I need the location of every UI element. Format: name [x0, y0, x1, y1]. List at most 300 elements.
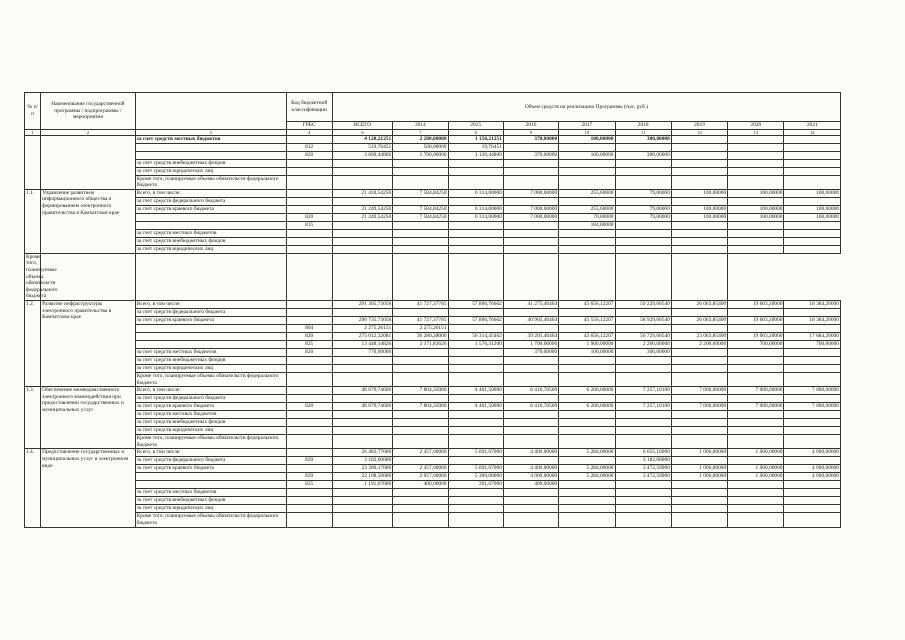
table-row	[25, 159, 841, 167]
column-number: 11	[615, 129, 671, 135]
amount-cell	[671, 229, 727, 237]
funding-source	[135, 143, 286, 151]
table-row	[25, 221, 841, 229]
funding-source: Кроме того, планируемые объемы обязательств федерального бюджета	[135, 372, 286, 386]
grbs-code	[41, 253, 136, 300]
grbs-code: 825	[286, 340, 332, 348]
amount-cell: 45 556,12207	[559, 316, 615, 324]
grbs-code	[286, 308, 332, 316]
amount-cell	[728, 237, 784, 245]
amount-cell	[615, 253, 671, 300]
amount-cell	[728, 411, 784, 419]
amount-cell: 6 314,00000	[448, 189, 503, 197]
funding-source: за счет средств федерального бюджета	[135, 457, 286, 465]
amount-cell	[728, 175, 784, 189]
amount-cell	[332, 427, 392, 435]
amount-cell: 21 249,54250	[332, 205, 392, 213]
amount-cell	[728, 143, 784, 151]
funding-source: за счет средств внебюджетных фондов	[135, 159, 286, 167]
amount-cell	[728, 505, 784, 513]
amount-cell	[671, 151, 727, 159]
column-number: 10	[559, 129, 615, 135]
table-row	[25, 189, 841, 197]
amount-cell	[728, 457, 784, 465]
amount-cell: 300,00000	[615, 348, 671, 356]
amount-cell	[728, 427, 784, 435]
amount-cell	[784, 481, 841, 489]
funding-source	[135, 473, 286, 481]
amount-cell: 40 905,40464	[503, 316, 558, 324]
amount-cell: 4 401,50000	[448, 403, 503, 411]
amount-cell	[728, 324, 784, 332]
amount-cell: 13 448,14826	[332, 340, 392, 348]
amount-cell: 500,00000	[393, 143, 448, 151]
amount-cell	[448, 167, 503, 175]
amount-cell	[503, 308, 558, 316]
amount-cell	[559, 419, 615, 427]
header-year: ВСЕГО	[332, 122, 392, 130]
amount-cell	[503, 237, 558, 245]
amount-cell: 3 182,60000	[332, 457, 392, 465]
amount-cell	[615, 372, 671, 386]
amount-cell: 2 057,00000	[393, 473, 448, 481]
funding-source	[135, 481, 286, 489]
amount-cell: 18 384,20000	[784, 300, 841, 308]
amount-cell	[332, 159, 392, 167]
amount-cell: 45 656,12207	[559, 300, 615, 308]
amount-cell: 26 482,77000	[332, 449, 392, 457]
amount-cell	[332, 253, 392, 300]
amount-cell	[671, 356, 727, 364]
amount-cell: 100,00000	[559, 135, 615, 143]
amount-cell	[671, 513, 727, 527]
amount-cell	[559, 395, 615, 403]
amount-cell: 700,00000	[784, 340, 841, 348]
grbs-code	[286, 356, 332, 364]
amount-cell	[393, 497, 448, 505]
amount-cell: 1 130,44800	[448, 151, 503, 159]
amount-cell	[448, 348, 503, 356]
amount-cell	[671, 253, 727, 300]
amount-cell	[448, 505, 503, 513]
amount-cell	[784, 221, 841, 229]
amount-cell	[615, 237, 671, 245]
amount-cell: 2 280,00000	[393, 135, 448, 143]
header-year: 2015	[448, 122, 503, 130]
amount-cell: 1 000,00000	[671, 449, 727, 457]
amount-cell	[448, 513, 503, 527]
amount-cell	[393, 175, 448, 189]
amount-cell	[784, 395, 841, 403]
amount-cell	[728, 221, 784, 229]
amount-cell	[784, 175, 841, 189]
amount-cell	[615, 308, 671, 316]
table-row	[25, 457, 841, 465]
grbs-code	[286, 419, 332, 427]
amount-cell: 58 929,00540	[615, 316, 671, 324]
grbs-code	[286, 449, 332, 457]
amount-cell: 290 735,73058	[332, 316, 392, 324]
grbs-code	[286, 387, 332, 395]
grbs-code: 820	[286, 213, 332, 221]
amount-cell	[448, 457, 503, 465]
table-row	[25, 300, 841, 308]
amount-cell	[784, 167, 841, 175]
funding-source: за счет средств федерального бюджета	[135, 197, 286, 205]
amount-cell: 7 584,84250	[393, 189, 448, 197]
budget-table	[24, 92, 841, 528]
grbs-code: 820	[286, 403, 332, 411]
amount-cell	[615, 395, 671, 403]
table-row	[25, 340, 841, 348]
amount-cell	[393, 372, 448, 386]
funding-source: за счет средств местных бюджетов	[135, 229, 286, 237]
amount-cell	[559, 237, 615, 245]
header-year: 2017	[559, 122, 615, 130]
amount-cell: 1 000,00000	[728, 449, 784, 457]
amount-cell	[448, 411, 503, 419]
amount-cell: 19 603,20000	[728, 316, 784, 324]
funding-source: за счет средств внебюджетных фондов	[135, 356, 286, 364]
grbs-code	[286, 175, 332, 189]
header-source	[135, 93, 286, 130]
grbs-code: 825	[286, 481, 332, 489]
amount-cell	[448, 427, 503, 435]
amount-cell	[671, 364, 727, 372]
amount-cell	[393, 229, 448, 237]
grbs-code	[286, 300, 332, 308]
amount-cell	[448, 229, 503, 237]
amount-cell	[671, 489, 727, 497]
amount-cell	[448, 175, 503, 189]
column-number: 1	[25, 129, 41, 135]
amount-cell	[784, 419, 841, 427]
amount-cell: 22 108,50000	[332, 473, 392, 481]
header-year: 2018	[615, 122, 671, 130]
amount-cell: 4 000,00000	[784, 449, 841, 457]
grbs-code	[286, 427, 332, 435]
amount-cell	[448, 419, 503, 427]
amount-cell	[393, 308, 448, 316]
funding-source	[135, 151, 286, 159]
amount-cell: 57 890,76662	[448, 316, 503, 324]
funding-source: Кроме того, планируемые объемы обязательств федерального бюджета	[135, 435, 286, 449]
amount-cell: 56 314,45462	[448, 332, 503, 340]
amount-cell	[332, 497, 392, 505]
header-code: Код бюджетной классификации	[286, 93, 332, 122]
amount-cell	[784, 151, 841, 159]
amount-cell	[332, 513, 392, 527]
amount-cell	[448, 253, 503, 300]
grbs-code	[286, 205, 332, 213]
amount-cell	[559, 513, 615, 527]
amount-cell: 46 079,74600	[332, 403, 392, 411]
header-volume: Объем средств на реализацию Программы (тыс. руб.)	[332, 93, 840, 122]
table-row	[25, 308, 841, 316]
amount-cell	[784, 372, 841, 386]
amount-cell	[559, 497, 615, 505]
amount-cell: 43 656,12207	[559, 332, 615, 340]
amount-cell	[784, 457, 841, 465]
amount-cell	[393, 356, 448, 364]
amount-cell	[503, 513, 558, 527]
amount-cell: 1 900,00000	[559, 340, 615, 348]
amount-cell	[671, 505, 727, 513]
amount-cell	[671, 348, 727, 356]
table-row	[25, 372, 841, 386]
funding-source: за счет средств юридических лиц	[135, 427, 286, 435]
table-row	[25, 489, 841, 497]
table-row	[25, 356, 841, 364]
amount-cell	[559, 364, 615, 372]
amount-cell	[448, 197, 503, 205]
amount-cell	[615, 497, 671, 505]
amount-cell	[615, 489, 671, 497]
amount-cell: 26 063,85400	[671, 316, 727, 324]
amount-cell	[728, 419, 784, 427]
table-row	[25, 324, 841, 332]
amount-cell: 79,00000	[615, 205, 671, 213]
amount-cell	[615, 221, 671, 229]
amount-cell	[784, 229, 841, 237]
amount-cell: 1 191,67000	[332, 481, 392, 489]
amount-cell	[728, 308, 784, 316]
funding-source	[135, 324, 286, 332]
amount-cell: 6 314,00000	[448, 213, 503, 221]
amount-cell: 26 063,85400	[671, 300, 727, 308]
amount-cell	[332, 221, 392, 229]
amount-cell	[503, 505, 558, 513]
funding-source	[135, 221, 286, 229]
amount-cell: 4 401,50000	[448, 387, 503, 395]
amount-cell: 17 684,20000	[784, 332, 841, 340]
amount-cell	[393, 427, 448, 435]
amount-cell	[784, 143, 841, 151]
amount-cell	[448, 324, 503, 332]
table-row	[25, 403, 841, 411]
amount-cell: 255,60000	[559, 205, 615, 213]
amount-cell	[671, 197, 727, 205]
amount-cell: 36 280,28000	[393, 332, 448, 340]
amount-cell: 41 275,40464	[503, 300, 558, 308]
amount-cell	[503, 197, 558, 205]
amount-cell: 41 727,37785	[393, 316, 448, 324]
amount-cell	[448, 372, 503, 386]
amount-cell	[332, 356, 392, 364]
grbs-code	[286, 197, 332, 205]
funding-source: Всего, в том числе:	[135, 189, 286, 197]
amount-cell	[615, 427, 671, 435]
funding-source: за счет средств федерального бюджета	[135, 308, 286, 316]
amount-cell: 400,00000	[503, 481, 558, 489]
amount-cell: 5 691,67000	[448, 465, 503, 473]
amount-cell: 7 584,84250	[393, 205, 448, 213]
amount-cell: 19 603,20000	[728, 300, 784, 308]
header-year: 2020	[728, 122, 784, 130]
amount-cell	[784, 435, 841, 449]
amount-cell: 23 063,85400	[671, 332, 727, 340]
amount-cell: 700,00000	[728, 340, 784, 348]
amount-cell	[332, 237, 392, 245]
amount-cell	[503, 364, 558, 372]
header-no: № п/п	[25, 93, 41, 130]
amount-cell	[393, 197, 448, 205]
grbs-code	[286, 229, 332, 237]
table-row	[25, 387, 841, 395]
amount-cell	[784, 411, 841, 419]
amount-cell	[503, 489, 558, 497]
table-row	[25, 332, 841, 340]
amount-cell	[671, 159, 727, 167]
column-number: 3	[135, 129, 286, 135]
row-number	[25, 135, 41, 189]
amount-cell	[448, 245, 503, 253]
grbs-code: 820	[286, 473, 332, 481]
amount-cell: 7 000,00000	[784, 387, 841, 395]
amount-cell	[448, 435, 503, 449]
table-row	[25, 167, 841, 175]
amount-cell: 7 000,00000	[503, 205, 558, 213]
amount-cell: 100,00000	[559, 348, 615, 356]
table-row	[25, 449, 841, 457]
funding-source: за счет средств внебюджетных фондов	[135, 497, 286, 505]
table-body	[25, 135, 841, 527]
amount-cell: 1 000,00000	[728, 473, 784, 481]
amount-cell	[559, 175, 615, 189]
amount-cell	[559, 308, 615, 316]
table-row	[25, 316, 841, 324]
amount-cell: 6 200,00000	[559, 403, 615, 411]
amount-cell	[671, 324, 727, 332]
funding-source: Всего, в том числе:	[135, 387, 286, 395]
funding-source: Кроме того, планируемые объемы обязательств федерального бюджета	[135, 175, 286, 189]
amount-cell	[393, 395, 448, 403]
amount-cell	[448, 308, 503, 316]
amount-cell	[728, 135, 784, 143]
amount-cell	[671, 167, 727, 175]
amount-cell	[784, 245, 841, 253]
amount-cell: 4 400,00000	[503, 465, 558, 473]
amount-cell: 19,76451	[448, 143, 503, 151]
amount-cell: 79,00000	[615, 213, 671, 221]
amount-cell: 5 284,00000	[559, 449, 615, 457]
funding-source: Всего, в том числе:	[135, 300, 286, 308]
header-grbs: ГРБС	[286, 122, 332, 130]
amount-cell	[448, 356, 503, 364]
header-year: 2021	[784, 122, 841, 130]
amount-cell	[784, 497, 841, 505]
table-row	[25, 213, 841, 221]
amount-cell	[332, 505, 392, 513]
amount-cell	[784, 489, 841, 497]
amount-cell	[728, 167, 784, 175]
funding-source: за счет средств краевого бюджета	[135, 205, 286, 213]
amount-cell: 21 249,54250	[332, 213, 392, 221]
amount-cell	[503, 372, 558, 386]
amount-cell	[615, 419, 671, 427]
amount-cell: 2 275,26151	[332, 324, 392, 332]
table-row	[25, 411, 841, 419]
amount-cell: 370,00000	[503, 348, 558, 356]
amount-cell	[503, 143, 558, 151]
amount-cell	[671, 372, 727, 386]
funding-source: Кроме того, планируемые объемы обязательств федерального бюджета	[135, 513, 286, 527]
header-name: Наименование государственной программы / подпрограммы / мероприятия	[41, 93, 136, 130]
amount-cell	[671, 427, 727, 435]
amount-cell: 6 314,00000	[448, 205, 503, 213]
amount-cell	[784, 356, 841, 364]
table-row	[25, 253, 841, 300]
amount-cell: 1 700,00000	[503, 340, 558, 348]
table-row	[25, 427, 841, 435]
funding-source: за счет средств юридических лиц	[135, 505, 286, 513]
column-number: 14	[784, 129, 841, 135]
amount-cell	[448, 395, 503, 403]
funding-source: за счет средств местных бюджетов	[135, 411, 286, 419]
funding-source: за счет средств краевого бюджета	[135, 316, 286, 324]
amount-cell: 300,00000	[615, 135, 671, 143]
table-row	[25, 364, 841, 372]
amount-cell	[784, 308, 841, 316]
grbs-code	[286, 245, 332, 253]
amount-cell	[728, 348, 784, 356]
amount-cell	[784, 135, 841, 143]
grbs-code	[286, 167, 332, 175]
funding-source: за счет средств федерального бюджета	[135, 395, 286, 403]
amount-cell	[332, 372, 392, 386]
amount-cell	[615, 364, 671, 372]
amount-cell	[728, 197, 784, 205]
amount-cell: 7 000,00000	[728, 387, 784, 395]
table-row	[25, 197, 841, 205]
row-number: 1.2.	[25, 300, 41, 386]
amount-cell	[728, 229, 784, 237]
amount-cell	[448, 497, 503, 505]
amount-cell	[393, 253, 448, 300]
amount-cell: 4 120,21251	[332, 135, 392, 143]
grbs-code	[286, 497, 332, 505]
table-row	[25, 143, 841, 151]
amount-cell	[393, 245, 448, 253]
grbs-code	[286, 465, 332, 473]
amount-cell	[784, 159, 841, 167]
amount-cell: 2 200,00000	[615, 340, 671, 348]
column-number: 13	[728, 129, 784, 135]
amount-cell	[559, 481, 615, 489]
amount-cell: 1 000,00000	[728, 465, 784, 473]
amount-cell	[559, 253, 615, 300]
grbs-code	[286, 395, 332, 403]
amount-cell: 23 300,17000	[332, 465, 392, 473]
funding-source: за счет средств юридических лиц	[135, 167, 286, 175]
amount-cell	[503, 159, 558, 167]
amount-cell	[332, 419, 392, 427]
amount-cell	[559, 457, 615, 465]
amount-cell	[615, 481, 671, 489]
table-row	[25, 395, 841, 403]
amount-cell: 3 472,50000	[615, 473, 671, 481]
column-number: 4	[286, 129, 332, 135]
amount-cell	[784, 324, 841, 332]
table-row	[25, 481, 841, 489]
amount-cell	[503, 221, 558, 229]
amount-cell	[559, 427, 615, 435]
amount-cell: 2 171,83626	[393, 340, 448, 348]
amount-cell: 100,00000	[784, 213, 841, 221]
amount-cell	[332, 229, 392, 237]
amount-cell	[728, 159, 784, 167]
grbs-code	[286, 135, 332, 143]
